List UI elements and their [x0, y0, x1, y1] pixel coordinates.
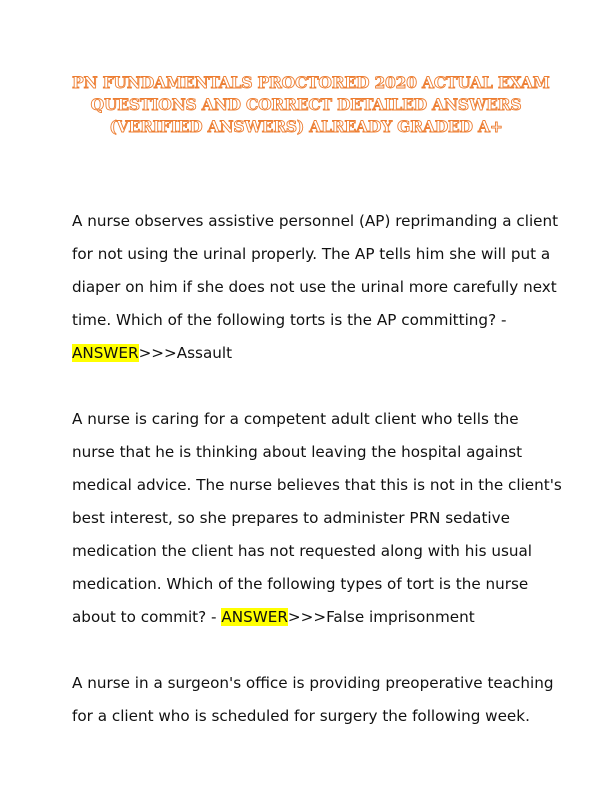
question-block-2: [72, 403, 562, 634]
question-line: medication the client has not requested along with his usual: [72, 542, 533, 560]
answer-label-highlight: ANSWER: [72, 344, 139, 362]
question-line: medication. Which of the following types of tort is the nurse: [72, 575, 529, 593]
question-block-1: [72, 205, 559, 370]
answer-text: >>>Assault: [138, 344, 233, 362]
answer-label-highlight: ANSWER: [221, 608, 288, 626]
question-line: medical advice. The nurse believes that this is not in the client's: [72, 476, 562, 494]
question-line: A nurse is caring for a competent adult client who tells the: [72, 410, 519, 428]
title-line: (VERIFIED ANSWERS) ALREADY GRADED A+: [109, 117, 503, 136]
document-title: [72, 72, 550, 138]
question-block-3: [72, 667, 554, 733]
answer-line: [72, 337, 540, 370]
answer-prefix: about to commit? -: [72, 608, 222, 626]
title-line: QUESTIONS AND CORRECT DETAILED ANSWERS: [90, 95, 522, 114]
title-line: PN FUNDAMENTALS PROCTORED 2020 ACTUAL EXAM: [72, 73, 550, 92]
question-line: nurse that he is thinking about leaving the hospital against: [72, 443, 523, 461]
question-line: for a client who is scheduled for surgery the following week.: [72, 707, 530, 725]
question-line: A nurse observes assistive personnel (AP) reprimanding a client: [72, 212, 559, 230]
question-line: A nurse in a surgeon's office is providing preoperative teaching: [72, 674, 554, 692]
question-line: best interest, so she prepares to administer PRN sedative: [72, 509, 510, 527]
question-line: diaper on him if she does not use the urinal more carefully next: [72, 278, 557, 296]
question-line: time. Which of the following torts is the AP committing? -: [72, 311, 507, 329]
answer-text: >>>False imprisonment: [287, 608, 475, 626]
answer-line: [72, 601, 540, 634]
document-body: [72, 205, 562, 733]
question-line: for not using the urinal properly. The AP tells him she will put a: [72, 245, 551, 263]
